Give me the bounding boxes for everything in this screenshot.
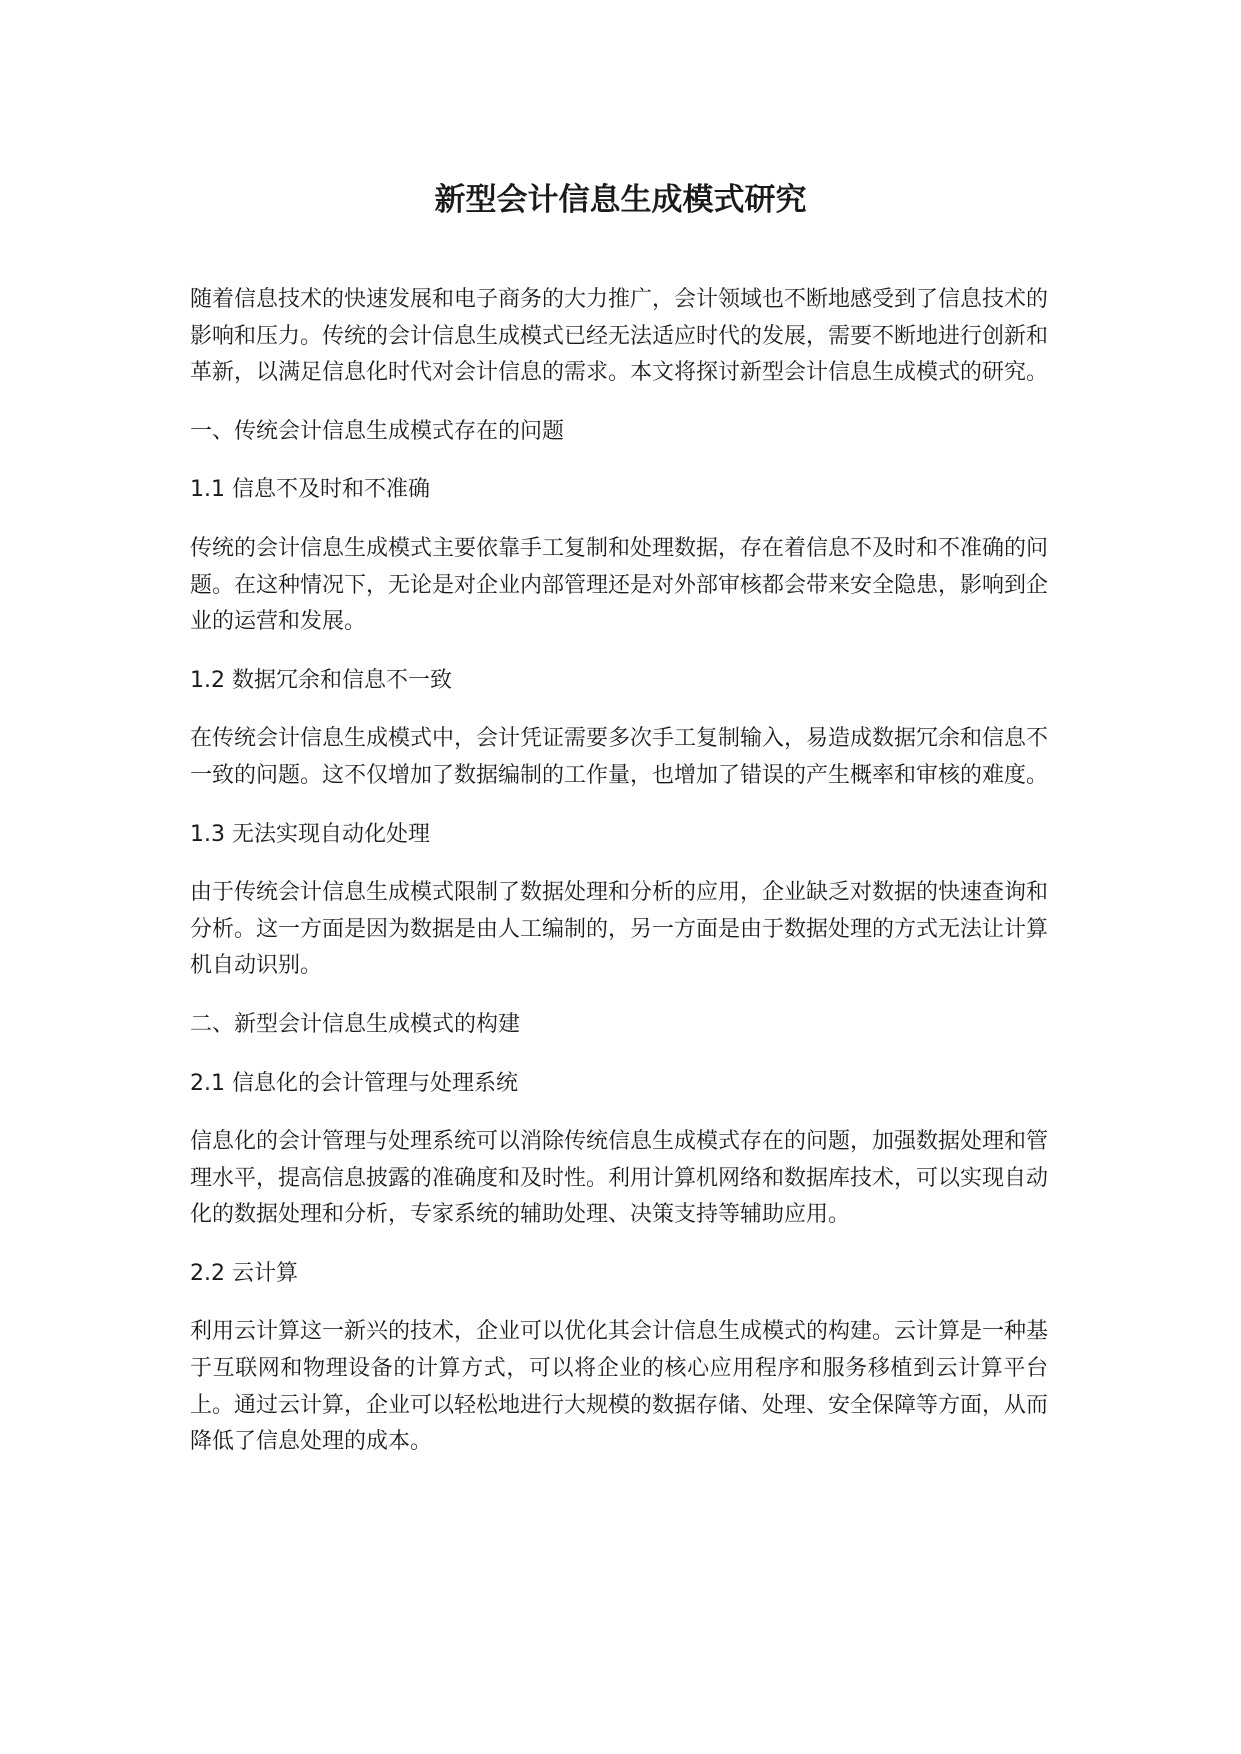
paragraph-2-2: 利用云计算这一新兴的技术，企业可以优化其会计信息生成模式的构建。云计算是一种基于互联网和物理设备的计算方式，可以将企业的核心应用程序和服务移植到云计算平台上。通过云计算，企业可以轻松地进行大规模的数据存储、处理、安全保障等方面，从而降低了信息处理的成本。: [190, 1319, 1049, 1455]
document-body: [190, 282, 1048, 1483]
paragraph-1-3: 由于传统会计信息生成模式限制了数据处理和分析的应用，企业缺乏对数据的快速查询和分析。这一方面是因为数据是由人工编制的，另一方面是由于数据处理的方式无法让计算机自动识别。: [190, 880, 1049, 979]
section-heading-2: 二、新型会计信息生成模式的构建: [190, 1011, 521, 1037]
intro-paragraph: 随着信息技术的快速发展和电子商务的大力推广，会计领域也不断地感受到了信息技术的影响和压力。传统的会计信息生成模式已经无法适应时代的发展，需要不断地进行创新和革新，以满足信息化时代对会计信息的需求。本文将探讨新型会计信息生成模式的研究。: [190, 287, 1049, 386]
paragraph-1-1: 传统的会计信息生成模式主要依靠手工复制和处理数据，存在着信息不及时和不准确的问题。在这种情况下，无论是对企业内部管理还是对外部审核都会带来安全隐患，影响到企业的运营和发展。: [190, 535, 1049, 635]
subsection-heading-1-3: 1.3 无法实现自动化处理: [190, 821, 430, 847]
document-title: 新型会计信息生成模式研究: [434, 182, 807, 218]
subsection-heading-2-2: 2.2 云计算: [190, 1260, 298, 1286]
subsection-heading-2-1: 2.1 信息化的会计管理与处理系统: [190, 1070, 518, 1096]
subsection-heading-1-2: 1.2 数据冗余和信息不一致: [190, 667, 452, 693]
paragraph-1-2: 在传统会计信息生成模式中，会计凭证需要多次手工复制输入，易造成数据冗余和信息不一致的问题。这不仅增加了数据编制的工作量，也增加了错误的产生概率和审核的难度。: [190, 726, 1049, 788]
section-heading-1: 一、传统会计信息生成模式存在的问题: [190, 418, 565, 444]
subsection-heading-1-1: 1.1 信息不及时和不准确: [190, 477, 430, 503]
paragraph-2-1: 信息化的会计管理与处理系统可以消除传统信息生成模式存在的问题，加强数据处理和管理水平，提高信息披露的准确度和及时性。利用计算机网络和数据库技术，可以实现自动化的数据处理和分析，专家系统的辅助处理、决策支持等辅助应用。: [190, 1129, 1049, 1228]
